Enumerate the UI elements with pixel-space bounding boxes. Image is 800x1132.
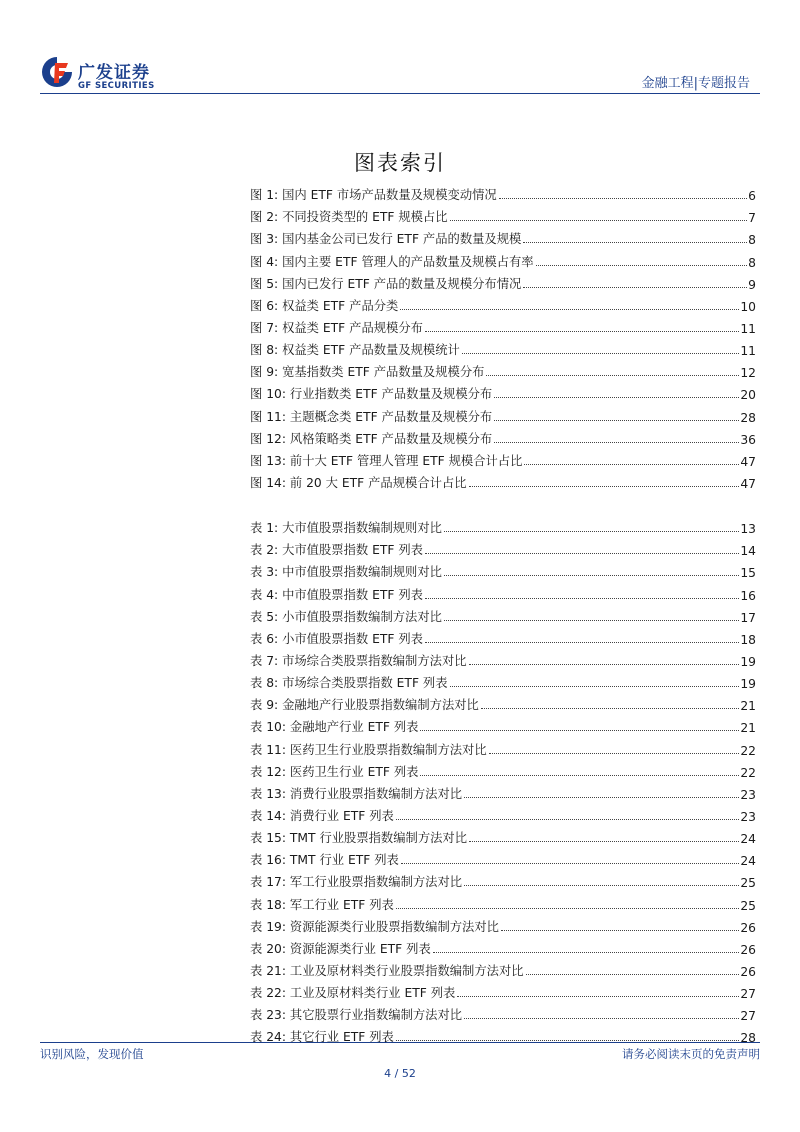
dot-leader (425, 331, 739, 332)
toc-entry-label: 表 3: 中市值股票指数编制规则对比 (250, 565, 442, 580)
toc-entry-page: 20 (740, 388, 756, 403)
toc-entry-page: 13 (740, 522, 756, 537)
table-index-entry[interactable] (250, 691, 756, 713)
dot-leader (494, 397, 739, 398)
dot-leader (469, 664, 740, 665)
toc-entry-page: 9 (748, 277, 756, 292)
table-index (250, 514, 756, 1045)
table-index-entry[interactable] (250, 780, 756, 802)
dot-leader (489, 753, 740, 754)
toc-entry-label: 图 4: 国内主要 ETF 管理人的产品数量及规模占有率 (250, 254, 534, 269)
brand-name-en: GF SECURITIES (78, 81, 155, 91)
toc-entry-label: 表 21: 工业及原材料类行业股票指数编制方法对比 (250, 963, 524, 978)
toc-entry-page: 24 (740, 854, 756, 869)
dot-leader (450, 220, 748, 221)
dot-leader (450, 686, 740, 687)
figure-index-entry[interactable] (250, 203, 756, 225)
toc-entry-page: 23 (740, 787, 756, 802)
gf-logo-icon (40, 55, 74, 89)
dot-leader (425, 553, 739, 554)
dot-leader (444, 531, 739, 532)
dot-leader (486, 375, 739, 376)
toc-entry-page: 14 (740, 544, 756, 559)
figure-index-entry[interactable] (250, 402, 756, 424)
toc-entry-page: 12 (740, 366, 756, 381)
dot-leader (469, 841, 739, 842)
toc-entry-label: 表 1: 大市值股票指数编制规则对比 (250, 521, 442, 536)
footer-divider (40, 1042, 760, 1043)
figure-index-entry[interactable] (250, 380, 756, 402)
toc-entry-page: 16 (740, 588, 756, 603)
figure-index-entry[interactable] (250, 247, 756, 269)
figure-index-entry[interactable] (250, 314, 756, 336)
table-index-entry[interactable] (250, 603, 756, 625)
toc-entry-page: 23 (740, 809, 756, 824)
toc-entry-label: 表 22: 工业及原材料类行业 ETF 列表 (250, 986, 456, 1001)
toc-entry-label: 图 7: 权益类 ETF 产品规模分布 (250, 320, 423, 335)
table-index-entry[interactable] (250, 913, 756, 935)
toc-entry-label: 表 6: 小市值股票指数 ETF 列表 (250, 631, 423, 646)
table-index-entry[interactable] (250, 758, 756, 780)
toc-entry-page: 47 (740, 454, 756, 469)
figure-index-entry[interactable] (250, 225, 756, 247)
dot-leader (481, 708, 740, 709)
toc-entry-page: 25 (740, 898, 756, 913)
dot-leader (523, 242, 747, 243)
page-number: 4 / 52 (384, 1067, 416, 1080)
dot-leader (462, 353, 740, 354)
table-index-entry[interactable] (250, 868, 756, 890)
toc-entry-label: 表 19: 资源能源类行业股票指数编制方法对比 (250, 919, 499, 934)
toc-entry-label: 表 20: 资源能源类行业 ETF 列表 (250, 941, 431, 956)
toc-entry-label: 图 9: 宽基指数类 ETF 产品数量及规模分布 (250, 365, 485, 380)
dot-leader (464, 797, 739, 798)
toc-entry-label: 表 14: 消费行业 ETF 列表 (250, 808, 394, 823)
toc-entry-label: 图 11: 主题概念类 ETF 产品数量及规模分布 (250, 409, 493, 424)
gf-securities-logo (40, 55, 220, 95)
toc-entry-page: 26 (740, 920, 756, 935)
toc-entry-label: 表 8: 市场综合类股票指数 ETF 列表 (250, 676, 448, 691)
brand-name-cn: 广发证券 (78, 63, 150, 83)
table-index-entry[interactable] (250, 890, 756, 912)
toc-entry-label: 表 17: 军工行业股票指数编制方法对比 (250, 875, 463, 890)
table-index-entry[interactable] (250, 536, 756, 558)
table-index-entry[interactable] (250, 935, 756, 957)
toc-entry-page: 6 (748, 189, 756, 204)
toc-entry-page: 18 (740, 632, 756, 647)
toc-entry-page: 21 (740, 699, 756, 714)
toc-entry-label: 图 2: 不同投资类型的 ETF 规模占比 (250, 210, 448, 225)
table-index-entry[interactable] (250, 625, 756, 647)
toc-entry-label: 表 13: 消费行业股票指数编制方法对比 (250, 786, 463, 801)
dot-leader (425, 642, 739, 643)
toc-entry-page: 19 (740, 677, 756, 692)
toc-entry-page: 22 (740, 743, 756, 758)
toc-entry-page: 25 (740, 876, 756, 891)
table-index-entry[interactable] (250, 979, 756, 1001)
toc-entry-page: 27 (740, 1009, 756, 1024)
dot-leader (444, 575, 739, 576)
toc-entry-page: 8 (748, 255, 756, 270)
toc-entry-page: 28 (740, 410, 756, 425)
dot-leader (464, 885, 739, 886)
toc-entry-page: 10 (740, 299, 756, 314)
figure-index-entry[interactable] (250, 447, 756, 469)
table-index-entry[interactable] (250, 647, 756, 669)
table-index-entry[interactable] (250, 824, 756, 846)
toc-entry-page: 15 (740, 566, 756, 581)
toc-entry-label: 表 11: 医药卫生行业股票指数编制方法对比 (250, 742, 487, 757)
toc-entry-label: 图 12: 风格策略类 ETF 产品数量及规模分布 (250, 431, 493, 446)
toc-entry-page: 19 (740, 654, 756, 669)
toc-entry-page: 36 (740, 432, 756, 447)
table-index-entry[interactable] (250, 713, 756, 735)
dot-leader (433, 952, 740, 953)
dot-leader (396, 908, 739, 909)
table-index-entry[interactable] (250, 957, 756, 979)
toc-entry-label: 表 16: TMT 行业 ETF 列表 (250, 853, 399, 868)
page-title: 图表索引 (354, 151, 446, 175)
toc-entry-page: 47 (740, 476, 756, 491)
toc-entry-page: 26 (740, 942, 756, 957)
dot-leader (400, 309, 739, 310)
toc-entry-label: 图 1: 国内 ETF 市场产品数量及规模变动情况 (250, 188, 497, 203)
figure-index (250, 181, 756, 491)
table-index-entry[interactable] (250, 1001, 756, 1023)
toc-entry-label: 表 10: 金融地产行业 ETF 列表 (250, 720, 419, 735)
figure-index-entry[interactable] (250, 292, 756, 314)
dot-leader (401, 863, 740, 864)
footer-disclaimer: 请务必阅读末页的免责声明 (622, 1047, 760, 1061)
dot-leader (396, 819, 739, 820)
toc-entry-page: 8 (748, 233, 756, 248)
dot-leader (499, 198, 747, 199)
dot-leader (444, 620, 739, 621)
page-header (40, 50, 760, 94)
figure-index-entry[interactable] (250, 469, 756, 491)
toc-entry-page: 21 (740, 721, 756, 736)
dot-leader (425, 598, 739, 599)
toc-entry-label: 图 5: 国内已发行 ETF 产品的数量及规模分布情况 (250, 276, 522, 291)
header-divider (40, 93, 760, 94)
table-index-entry[interactable] (250, 802, 756, 824)
dot-leader (536, 265, 748, 266)
dot-leader (494, 442, 739, 443)
toc-entry-label: 表 24: 其它行业 ETF 列表 (250, 1030, 394, 1045)
toc-entry-label: 图 10: 行业指数类 ETF 产品数量及规模分布 (250, 387, 493, 402)
table-index-entry[interactable] (250, 669, 756, 691)
toc-entry-page: 22 (740, 765, 756, 780)
toc-entry-label: 图 6: 权益类 ETF 产品分类 (250, 298, 399, 313)
dot-leader (526, 974, 740, 975)
toc-entry-label: 表 15: TMT 行业股票指数编制方法对比 (250, 831, 468, 846)
figure-index-entry[interactable] (250, 425, 756, 447)
dot-leader (420, 775, 739, 776)
toc-entry-label: 表 2: 大市值股票指数 ETF 列表 (250, 543, 423, 558)
dot-leader (457, 996, 739, 997)
toc-entry-label: 图 8: 权益类 ETF 产品数量及规模统计 (250, 343, 460, 358)
figure-index-entry[interactable] (250, 270, 756, 292)
toc-entry-label: 图 14: 前 20 大 ETF 产品规模合计占比 (250, 475, 467, 490)
table-index-entry[interactable] (250, 580, 756, 602)
toc-entry-label: 图 3: 国内基金公司已发行 ETF 产品的数量及规模 (250, 232, 522, 247)
table-index-entry[interactable] (250, 558, 756, 580)
figure-index-entry[interactable] (250, 336, 756, 358)
footer-slogan: 识别风险，发现价值 (40, 1047, 144, 1061)
dot-leader (469, 486, 740, 487)
table-index-entry[interactable] (250, 846, 756, 868)
dot-leader (494, 420, 739, 421)
dot-leader (420, 730, 739, 731)
toc-entry-page: 11 (740, 344, 756, 359)
toc-entry-page: 28 (740, 1031, 756, 1046)
table-index-entry[interactable] (250, 735, 756, 757)
figure-index-entry[interactable] (250, 181, 756, 203)
toc-entry-page: 24 (740, 832, 756, 847)
toc-entry-label: 图 13: 前十大 ETF 管理人管理 ETF 规模合计占比 (250, 453, 523, 468)
toc-entry-label: 表 23: 其它股票行业指数编制方法对比 (250, 1008, 463, 1023)
figure-index-entry[interactable] (250, 358, 756, 380)
table-index-entry[interactable] (250, 514, 756, 536)
toc-entry-page: 7 (748, 211, 756, 226)
dot-leader (464, 1018, 739, 1019)
toc-entry-page: 17 (740, 610, 756, 625)
toc-entry-label: 表 18: 军工行业 ETF 列表 (250, 897, 394, 912)
toc-entry-page: 11 (740, 321, 756, 336)
toc-entry-page: 27 (740, 987, 756, 1002)
dot-leader (523, 287, 747, 288)
toc-entry-label: 表 4: 中市值股票指数 ETF 列表 (250, 587, 423, 602)
toc-entry-page: 26 (740, 964, 756, 979)
toc-entry-label: 表 5: 小市值股票指数编制方法对比 (250, 609, 442, 624)
toc-entry-label: 表 9: 金融地产行业股票指数编制方法对比 (250, 698, 479, 713)
toc-entry-label: 表 12: 医药卫生行业 ETF 列表 (250, 764, 419, 779)
toc-entry-label: 表 7: 市场综合类股票指数编制方法对比 (250, 653, 467, 668)
report-type: 金融工程|专题报告 (641, 76, 750, 91)
dot-leader (524, 464, 739, 465)
dot-leader (501, 930, 739, 931)
